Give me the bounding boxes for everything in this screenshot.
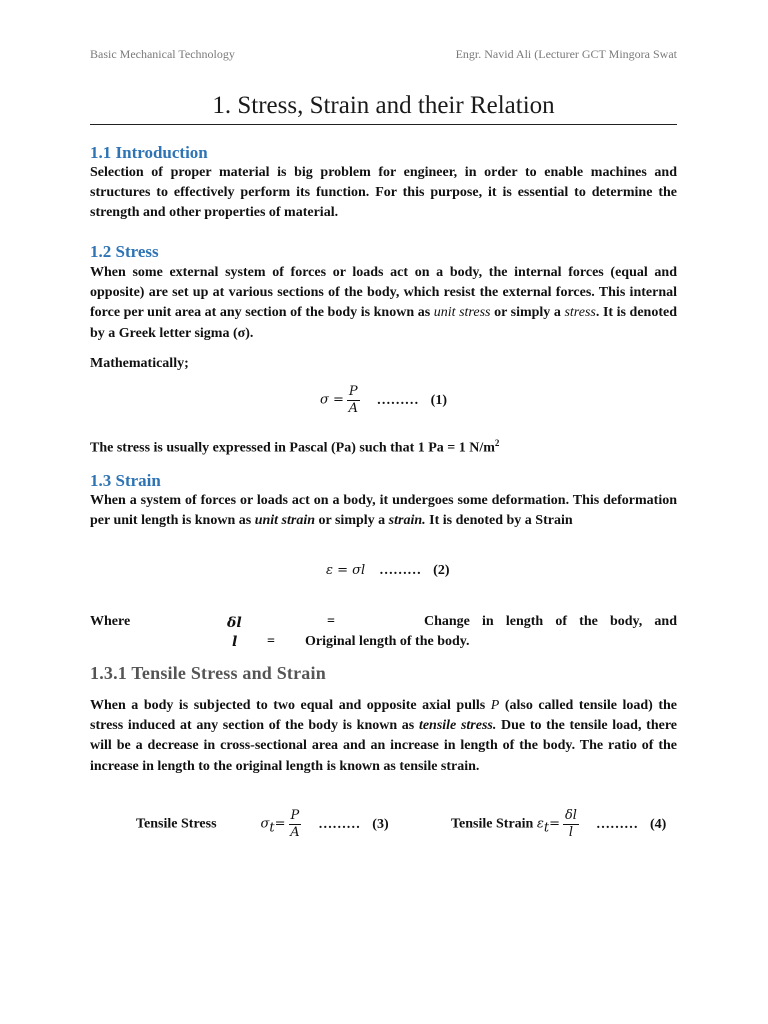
- header-course: Basic Mechanical Technology: [90, 47, 235, 61]
- symbol-l: l: [232, 634, 238, 650]
- chapter-title: 1. Stress, Strain and their Relation: [212, 92, 555, 119]
- tensile-paragraph: When a body is subjected to two equal and opposite axial pulls P (also called tensile load) the stress induced at any section of the body is known as tensile stress. Due to the tensile load, there will be a decrease in cross-sectional area and an increase in length of the body. The ratio of the increase in length to the original length is known as tensile strain.: [90, 698, 677, 774]
- heading-stress: 1.2 Stress: [90, 242, 159, 261]
- heading-introduction: 1.1 Introduction: [90, 143, 208, 162]
- math-label: Mathematically;: [90, 356, 189, 371]
- def-original-length: Original length of the body.: [305, 634, 470, 649]
- title-rule: [90, 124, 677, 125]
- equation-2: ε = σl ……… (2): [326, 563, 450, 578]
- equation-1: σ = $\frac{P}{A}$ ……… (1): [320, 384, 447, 416]
- where-label: Where: [90, 614, 131, 629]
- equals-1: =: [327, 614, 335, 629]
- equation-3: Tensile Stress $\sigma_t=$ $\frac{P}{A}$ ……… (3): [136, 808, 389, 840]
- heading-tensile: 1.3.1 Tensile Stress and Strain: [90, 663, 326, 683]
- equation-4: Tensile Strain $\varepsilon_t=$ $\frac{\delta l}{l}$ ……… (4): [451, 808, 667, 840]
- symbol-delta-l: δl: [227, 615, 242, 631]
- stress-unit-line: The stress is usually expressed in Pascal (Pa) such that 1 Pa = 1 $N/m^2$: [90, 438, 500, 456]
- strain-paragraph: When a system of forces or loads act on a body, it undergoes some deformation. This deformation per unit length is known as unit strain or simply a strain. It is denoted by a Strain: [90, 493, 677, 529]
- tensile-strain-label: Tensile Strain: [451, 816, 534, 832]
- tensile-stress-label: Tensile Stress: [136, 816, 217, 832]
- heading-strain: 1.3 Strain: [90, 471, 161, 490]
- stress-paragraph: When some external system of forces or loads act on a body, the internal forces (equal and opposite) are set up at various sections of the body, which resist the external forces. This internal force per unit area at any section of the body is known as unit stress or simply a stress. It is denoted by a Greek letter sigma (σ).: [90, 265, 678, 341]
- def-change-length: Change in length of the body, and: [424, 614, 677, 629]
- intro-paragraph: Selection of proper material is big problem for engineer, in order to enable machines and structures to effectively perform its function. For this purpose, it is essential to determine the strength and other properties of material.: [90, 165, 677, 221]
- equals-2: =: [267, 634, 275, 649]
- header-author: Engr. Navid Ali (Lecturer GCT Mingora Swat: [455, 47, 677, 61]
